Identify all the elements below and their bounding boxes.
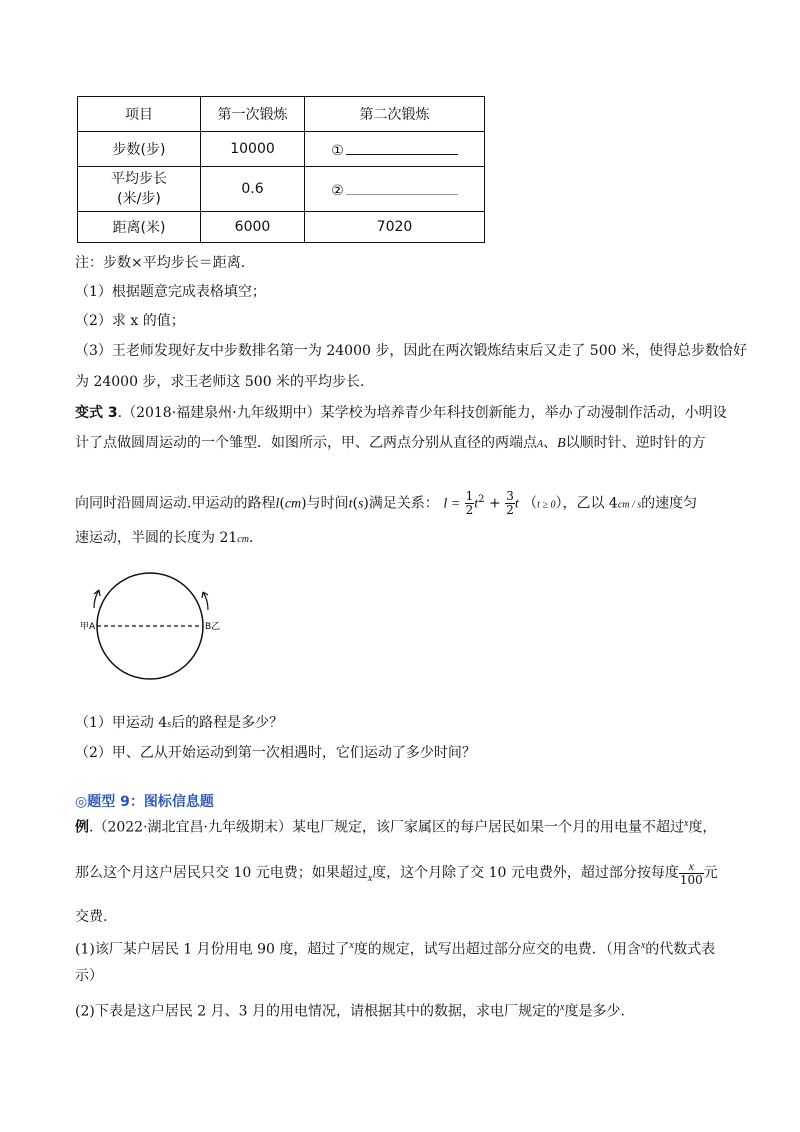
- row-second: 7020: [305, 212, 485, 243]
- row-second: [305, 132, 485, 167]
- blank-marker-1: ①: [331, 142, 344, 159]
- row-label: 平均步长 (米/步): [78, 167, 201, 212]
- circle-figure: [80, 570, 230, 700]
- label-jia-A: 甲A: [80, 622, 96, 632]
- note: 注：步数×平均步长＝距离.: [75, 255, 246, 271]
- table-header-first: 第一次锻炼: [201, 97, 305, 132]
- row-label: 步数(步): [78, 132, 201, 167]
- table-row: [78, 132, 485, 167]
- row-second: [305, 167, 485, 212]
- example-line2: 那么这个月这户居民只交 10 元电费；如果超过$_x$度，这个月除了交 10 元电费外，超过部分按每度 $\frac{x}{100}$ 元: [75, 858, 718, 887]
- example-part1-line2: 示）: [75, 968, 103, 984]
- variant-3-line4: 速运动，半圆的长度为 21cm．: [75, 530, 263, 546]
- variant-3-line1: 变式 3.（2018·福建泉州·九年级期中）某学校为培养青少年科技创新能力，举办了动漫制作活动，小明设: [75, 405, 727, 421]
- formula: l =: [443, 496, 461, 512]
- section-heading: ◎题型 9：图标信息题: [75, 794, 214, 810]
- answer-blank-2[interactable]: [346, 180, 458, 195]
- row-first: 0.6: [201, 167, 305, 212]
- table-header-item: 项目: [78, 97, 201, 132]
- question-1: （1）根据题意完成表格填空；: [75, 284, 266, 300]
- question-2: （2）求 x 的值；: [75, 313, 185, 329]
- variant-3-line3: 向同时沿圆周运动.甲运动的路程l(cm)与时间t(s)满足关系： l = $\frac{1}{2}$ $t^2$ + $\frac{3}{2}$ t （t ≥ 0），乙以 4cm / s的速度匀: [75, 489, 698, 518]
- table-header-row: [78, 97, 485, 132]
- fraction-half: $\frac{1}{2}$: [465, 489, 474, 518]
- variant-3-line2: 计了点做圆周运动的一个雏型．如图所示，甲、乙两点分别从直径的两端点A、B以顺时针、逆时针的方: [75, 435, 706, 451]
- blank-marker-2: ②: [331, 182, 344, 199]
- row-first: 6000: [201, 212, 305, 243]
- variant-3-sub1: （1）甲运动 4s后的路程是多少？: [75, 715, 284, 731]
- question-3-line1: （3）王老师发现好友中步数排名第一为 24000 步，因此在两次锻炼结束后又走了 500 米，使得总步数恰好: [75, 343, 747, 359]
- example-line3: 交费.: [75, 909, 108, 925]
- variant-3-sub2: （2）甲、乙从开始运动到第一次相遇时，它们运动了多少时间？: [75, 745, 476, 761]
- fraction-x-over-100: $\frac{x}{100}$: [679, 858, 703, 887]
- row-first: 10000: [201, 132, 305, 167]
- label-B-yi: B乙: [205, 622, 221, 632]
- variant-label: 变式 3: [75, 405, 118, 421]
- table-row: [78, 167, 485, 212]
- fraction-three-halves: $\frac{3}{2}$: [506, 489, 514, 518]
- table-header-second: 第二次锻炼: [305, 97, 485, 132]
- answer-blank-1[interactable]: [346, 140, 458, 155]
- example-part2: (2)下表是这户居民 2 月、3 月的用电情况，请根据其中的数据，求电厂规定的$^x$度是多少.: [75, 1002, 625, 1020]
- row-label: 距离(米): [78, 212, 201, 243]
- example-label: 例: [75, 819, 89, 836]
- example-line1: 例.（2022·湖北宜昌·九年级期末）某电厂规定，该厂家属区的每户居民如果一个月的用电量不超过$^x$度，: [75, 818, 717, 836]
- example-part1-line1: (1)该厂某户居民 1 月份用电 90 度，超过了$^x$度的规定，试写出超过部分应交的电费．（用含$^x$的代数式表: [75, 940, 716, 958]
- question-3-line2: 为 24000 步，求王老师这 500 米的平均步长.: [75, 374, 365, 390]
- exercise-table: [77, 96, 485, 243]
- table-row: [78, 212, 485, 243]
